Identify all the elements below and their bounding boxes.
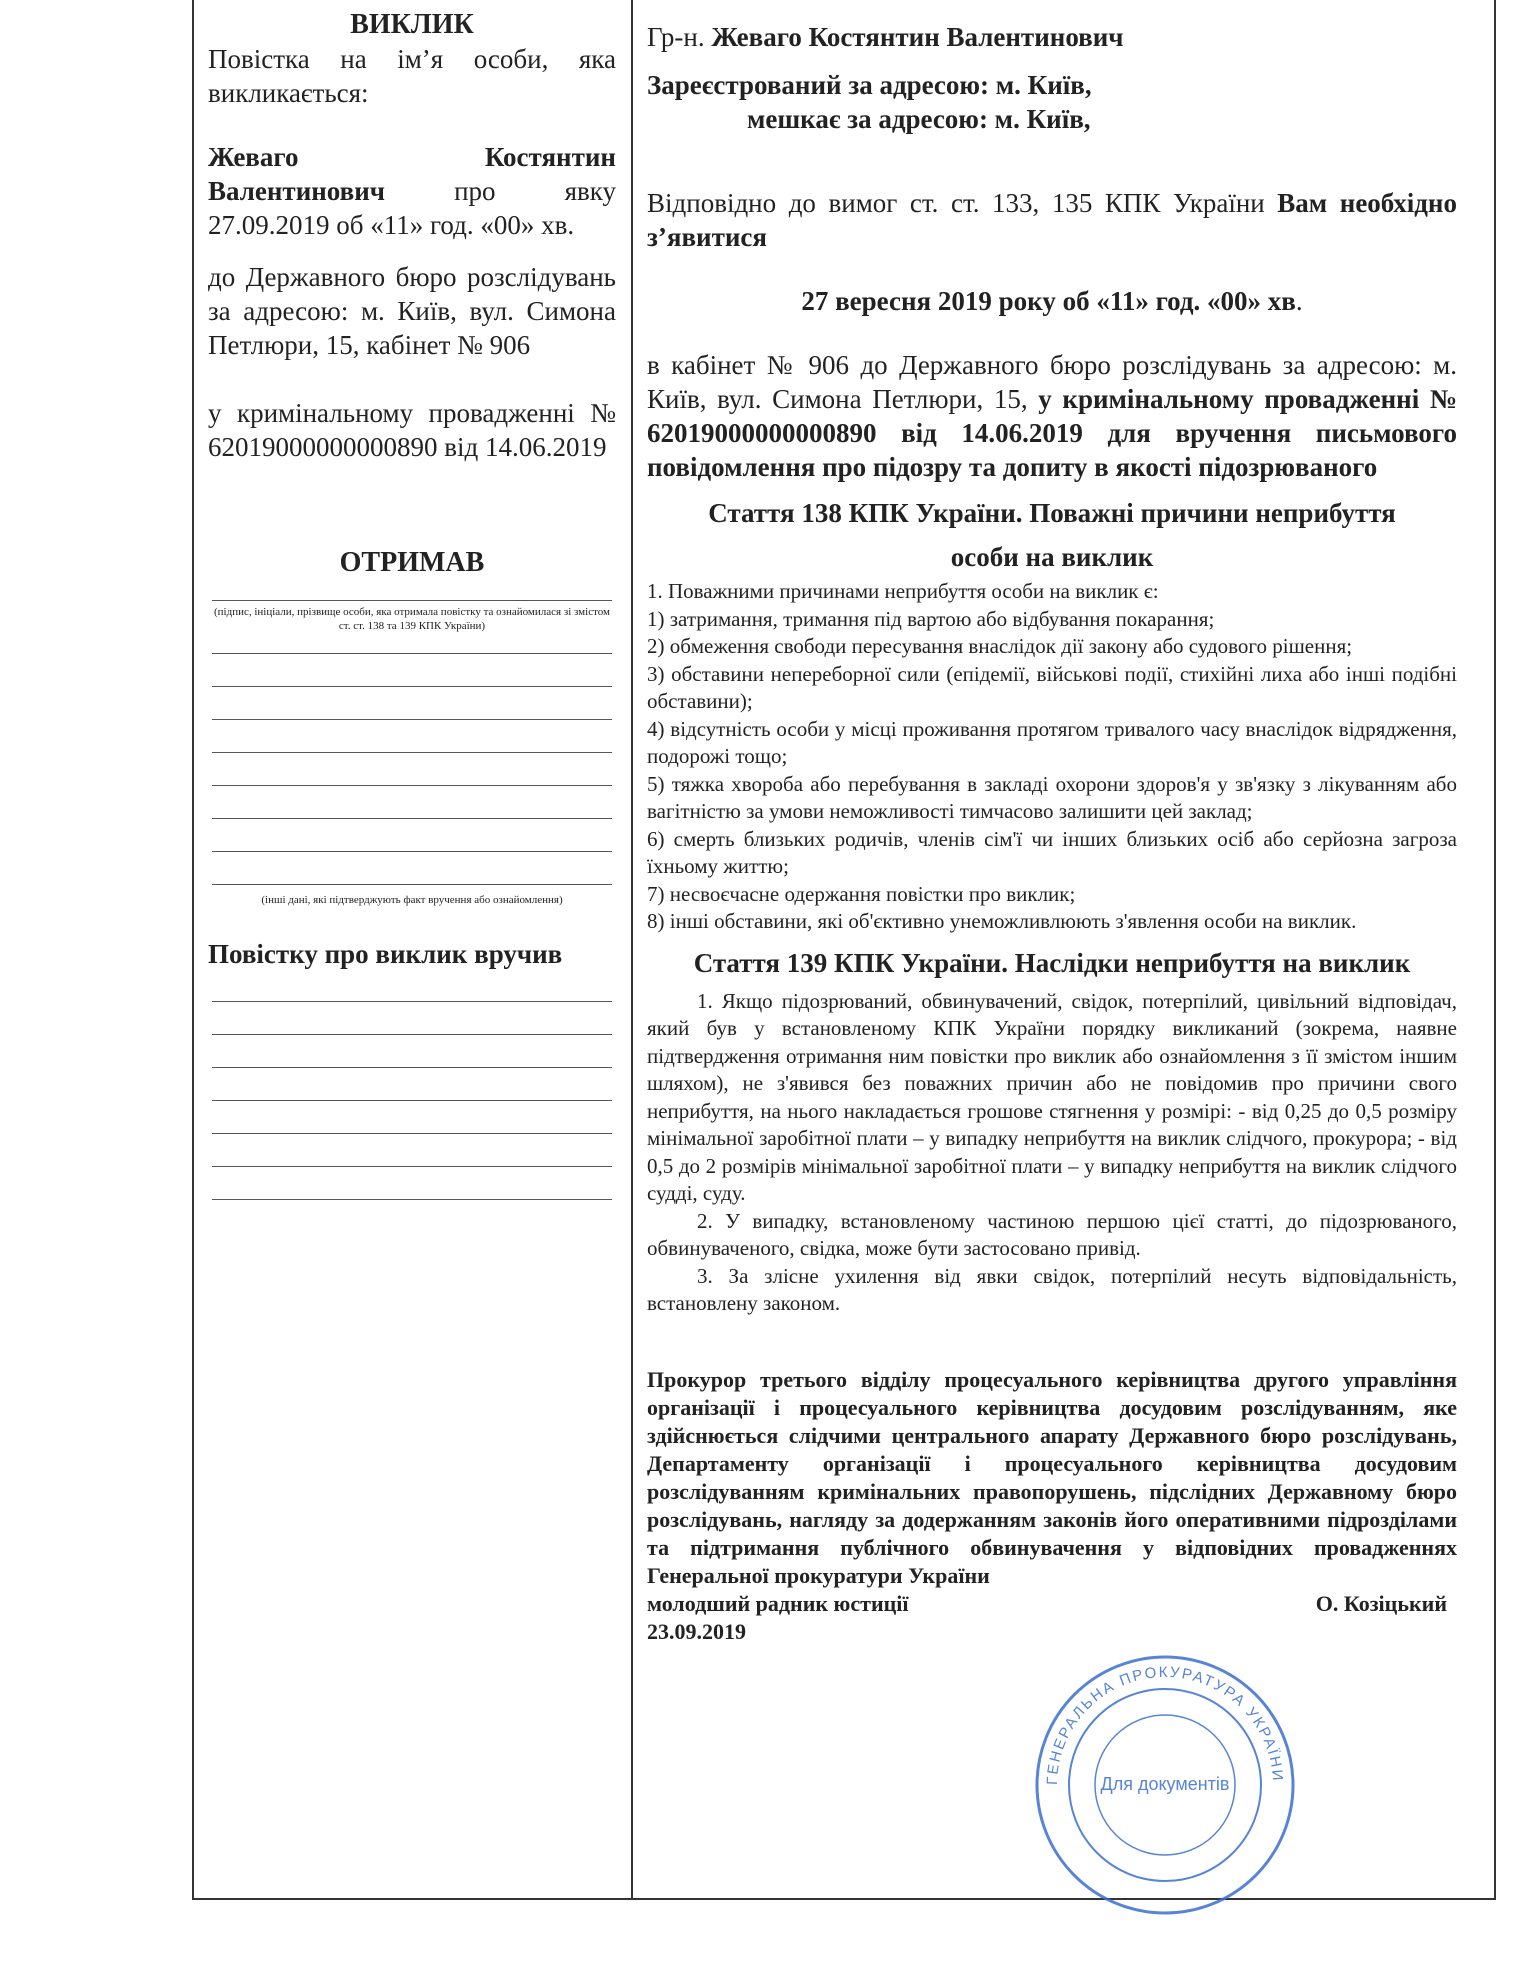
room-text bbox=[647, 348, 1457, 484]
requirement-text bbox=[647, 186, 1457, 254]
received-caption: (підпис, ініціали, прізвище особи, яка отримала повістку та ознайомилася зі змістом ст. ст. 138 та 139 КПК України) bbox=[214, 606, 610, 632]
article-138-title-1: Стаття 138 КПК України. Поважні причини неприбуття bbox=[708, 498, 1396, 528]
appearance-datetime bbox=[647, 284, 1457, 318]
signature-line bbox=[212, 600, 612, 601]
room-bold: у кримінальному провадженні № 62019000000000890 від 14.06.2019 для вручення письмового повідомлення про підозру та допиту в якості підозрюваного bbox=[647, 384, 1457, 482]
appearance-text bbox=[208, 174, 616, 242]
info-line bbox=[212, 818, 612, 819]
delivery-line bbox=[212, 1100, 612, 1101]
other-data-caption: (інші дані, які підтверджують факт вручення або ознайомлення) bbox=[261, 894, 563, 906]
person-name-line1: Жеваго Костянтин bbox=[208, 142, 616, 172]
agency-address: до Державного бюро розслідувань за адресою: м. Київ, вул. Симона Петлюри, 15, кабінет № 906 bbox=[208, 262, 616, 360]
proceeding-reference: у кримінальному провадженні № 62019000000000890 від 14.06.2019 bbox=[208, 398, 616, 462]
room-plain: в кабінет № 906 до Державного бюро розслідувань за адресою: м. Київ, вул. Симона Петлюри, 15, bbox=[647, 350, 1457, 414]
citizen-line bbox=[647, 20, 1457, 54]
summons-title: ВИКЛИК bbox=[350, 9, 474, 40]
info-line bbox=[212, 851, 612, 852]
article-138-title-2: особи на виклик bbox=[950, 542, 1154, 572]
article-138-item: 4) відсутність особи у місці проживання протягом тривалого часу внаслідок відрядження, подорожі тощо; bbox=[647, 716, 1457, 768]
article-138-item: 5) тяжка хвороба або перебування в закладі охорони здоров'я у зв'язку з лікуванням або вагітністю за умови неможливості тимчасово залишити цей заклад; bbox=[647, 771, 1457, 823]
appearance-date-bold: 27 вересня 2019 року об «11» год. «00» хв bbox=[801, 286, 1296, 316]
article-139-paragraph: 3. За злісне ухилення від явки свідок, потерпілий несуть відповідальність, встановлену законом. bbox=[647, 1263, 1457, 1315]
info-line bbox=[212, 653, 612, 654]
signing-date: 23.09.2019 bbox=[647, 1618, 746, 1644]
delivery-line bbox=[212, 1166, 612, 1167]
summons-intro: Повістка на ім’я особи, яка викликається: bbox=[208, 44, 616, 108]
article-138-item: 1. Поважними причинами неприбуття особи на виклик є: bbox=[647, 579, 1159, 603]
summons-stub-column bbox=[208, 8, 616, 1200]
info-line bbox=[212, 686, 612, 687]
delivery-line bbox=[212, 1199, 612, 1200]
info-line bbox=[212, 719, 612, 720]
summons-main-column bbox=[647, 20, 1457, 1646]
article-139-paragraph: 2. У випадку, встановленому частиною першою цієї статті, до підозрюваного, обвинуваченого, свідка, може бути застосовано привід. bbox=[647, 1208, 1457, 1260]
stamp-ring-textpath: ГЕНЕРАЛЬНА ПРОКУРАТУРА УКРАЇНИ bbox=[1043, 1663, 1287, 1786]
delivery-line bbox=[212, 1001, 612, 1002]
delivery-line bbox=[212, 1034, 612, 1035]
delivered-title: Повістку про виклик вручив bbox=[208, 939, 563, 969]
citizen-name: Жеваго Костянтин Валентинович bbox=[711, 22, 1124, 52]
info-line bbox=[212, 752, 612, 753]
signer-name: О. Козіцький bbox=[1315, 1590, 1447, 1616]
date-dot: . bbox=[1295, 286, 1303, 316]
article-138-item: 1) затримання, тримання під вартою або відбування покарання; bbox=[647, 606, 1215, 631]
article-138-list bbox=[647, 578, 1457, 936]
requirement-bold: Вам необхідно з’явитися bbox=[647, 188, 1457, 252]
signer-row bbox=[647, 1590, 1457, 1618]
requirement-plain: Відповідно до вимог ст. ст. 133, 135 КПК України bbox=[647, 188, 1278, 218]
article-139-body bbox=[647, 988, 1457, 1318]
article-139-paragraph: 1. Якщо підозрюваний, обвинувачений, свідок, потерпілий, цивільний відповідач, який був у встановленому КПК України порядку викликаний (зокрема, наявне підтвердження отримання ним повістки про виклик або ознайомлення з її змістом іншим шляхом), не з'явився без поважних причин або не повідомив про причини свого неприбуття, на нього накладається грошове стягнення у розмірі: - від 0,25 до 0,5 розміру мінімальної заробітної плати – у випадку неприбуття на виклик слідчого, прокурора; - від 0,5 до 2 розмірів мінімальної заробітної плати – у випадку неприбуття на виклик слідчого судді, суду. bbox=[647, 988, 1457, 1205]
article-138-item: 6) смерть близьких родичів, членів сім'ї чи інших близьких осіб або серйозна загроза їхньому життю; bbox=[647, 826, 1457, 878]
delivery-line bbox=[212, 1067, 612, 1068]
appearance-date: про явку 27.09.2019 об «11» год. «00» хв. bbox=[208, 176, 616, 240]
citizen-prefix: Гр-н. bbox=[647, 22, 712, 52]
article-138-item: 2) обмеження свободи пересування внаслідок дії закону або судового рішення; bbox=[647, 634, 1353, 658]
article-138-item: 7) несвоєчасне одержання повістки про виклик; bbox=[647, 881, 1076, 906]
signer-position: Прокурор третього відділу процесуального керівництва другого управління організації і процесуального керівництва досудовим розслідуванням, яке здійснюється слідчими центрального апарату Державного бюро розслідувань, Департаменту організації і процесуального керівництва досудовим розслідуванням кримінальних правопорушень, підслідних Державному бюро розслідувань, нагляду за додержанням законів його оперативними підрозділами та підтримання публічного обвинувачення у відповідних провадженнях Генеральної прокуратури України bbox=[647, 1366, 1457, 1588]
signer-rank: молодший радник юстиції bbox=[647, 1590, 909, 1616]
stamp-center-text: Для документів bbox=[1100, 1774, 1230, 1794]
registered-address: Зареєстрований за адресою: м. Київ, bbox=[647, 70, 1092, 100]
article-138-item: 8) інші обставини, які об'єктивно унеможливлюють з'явлення особи на виклик. bbox=[647, 909, 1357, 933]
column-divider bbox=[631, 0, 633, 1898]
article-139-title: Стаття 139 КПК України. Наслідки неприбуття на виклик bbox=[693, 947, 1411, 978]
official-stamp bbox=[1030, 1650, 1300, 1920]
person-name-line2: Валентинович bbox=[208, 176, 386, 206]
info-line bbox=[212, 785, 612, 786]
info-line bbox=[212, 884, 612, 885]
stamp-ring-text bbox=[1044, 1664, 1286, 1785]
delivery-line bbox=[212, 1133, 612, 1134]
living-address: мешкає за адресою: м. Київ, bbox=[747, 104, 1091, 134]
received-title: ОТРИМАВ bbox=[339, 547, 485, 578]
article-138-item: 3) обставини непереборної сили (епідемії, військові події, стихійні лиха або інші подібні обставини); bbox=[647, 661, 1457, 713]
